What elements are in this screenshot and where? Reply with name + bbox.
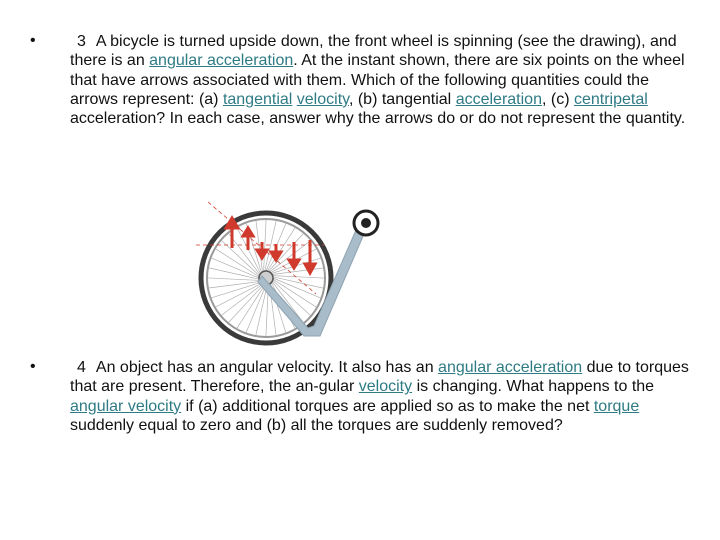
question-text-segment: , (b) tangential: [348, 90, 456, 108]
spoke: [264, 220, 266, 271]
spoke: [222, 284, 263, 315]
question-text-segment: An object has an angular velocity. It also has an: [95, 359, 439, 376]
question-text-segment: suddenly equal to zero and (b) all the torques are suddenly removed?: [70, 416, 563, 434]
spoke: [273, 277, 323, 288]
term-link[interactable]: velocity: [296, 90, 349, 108]
bicycle-wheel-illustration: [196, 188, 386, 348]
term-link[interactable]: acceleration: [455, 90, 542, 108]
term-link[interactable]: torque: [593, 397, 640, 415]
term-link[interactable]: angular acceleration: [438, 359, 583, 376]
spoke: [265, 221, 276, 271]
question-4-text: [70, 358, 690, 435]
spoke: [256, 285, 267, 335]
spoke: [208, 278, 259, 280]
headset-center: [361, 218, 371, 228]
spoke: [209, 268, 259, 279]
question-text-segment: . At the instant shown, there are six points on the wheel that have arrows associated with them. Which of the following quantities could the arrows represent: (a): [70, 52, 685, 108]
spoke: [216, 283, 262, 307]
term-link[interactable]: centripetal: [573, 90, 648, 108]
question-text-segment: is changing. What happens to the: [412, 378, 655, 396]
question-text-segment: acceleration? In each case, answer why the arrows do or do not represent the quantity.: [70, 110, 686, 128]
question-number: 4: [77, 359, 86, 376]
question-text-segment: A bicycle is turned upside down, the front wheel is spinning (see the drawing), and there is an: [70, 33, 677, 70]
bullet: •: [30, 32, 36, 49]
bullet: •: [30, 358, 36, 375]
question-3-text: [70, 32, 690, 128]
term-link[interactable]: angular velocity: [70, 397, 182, 415]
term-link[interactable]: angular acceleration: [149, 52, 294, 70]
term-link[interactable]: tangential: [222, 90, 293, 108]
question-text-segment: if (a) additional torques are applied so as to make the net: [181, 397, 594, 415]
question-text-segment: , (c): [541, 90, 574, 108]
term-link[interactable]: velocity: [358, 378, 413, 396]
bicycle-wheel-figure: [196, 188, 386, 348]
question-number: 3: [77, 33, 86, 50]
spoke: [273, 276, 324, 278]
question-text-segment: due to torques that are present. Therefore, the an-gular: [70, 359, 689, 396]
